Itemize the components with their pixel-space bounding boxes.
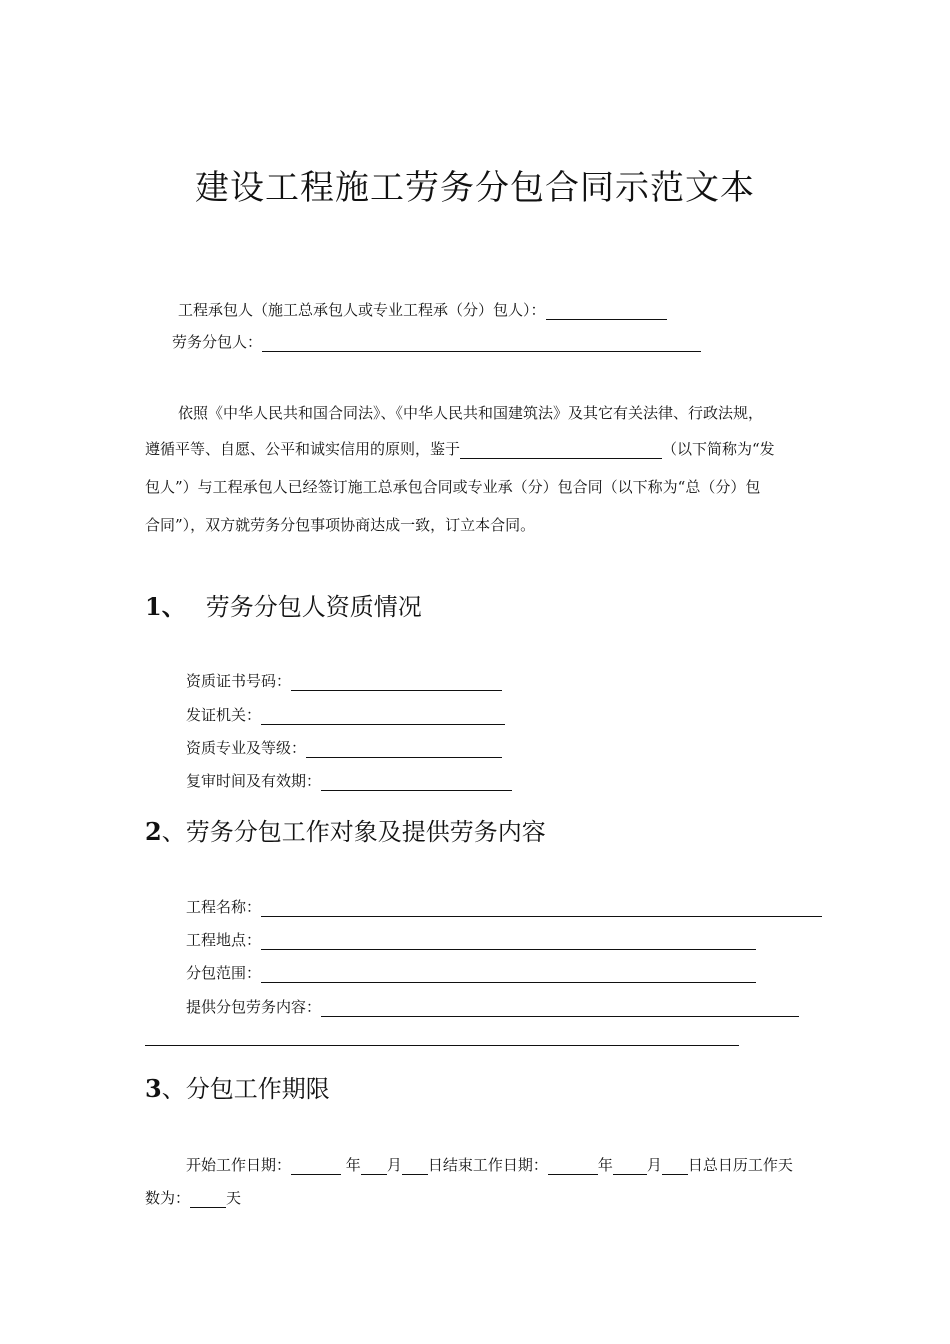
year-label: 年 — [345, 1156, 361, 1174]
preamble-line-2-b: （以下简称为“发 — [662, 440, 775, 458]
end-day-blank[interactable] — [662, 1156, 688, 1175]
project-name-field — [186, 897, 822, 917]
year-label-2: 年 — [597, 1156, 613, 1174]
field-blank[interactable] — [261, 931, 756, 950]
start-month-blank[interactable] — [361, 1156, 387, 1175]
end-month-blank[interactable] — [613, 1156, 647, 1175]
days-label: 数为： — [145, 1189, 191, 1207]
work-period-line-2 — [145, 1188, 241, 1208]
section-2-heading — [145, 817, 546, 847]
end-year-blank[interactable] — [548, 1156, 598, 1175]
section-3-heading — [145, 1074, 330, 1104]
qualification-cert-field — [186, 671, 502, 691]
preamble-line-4: 合同”），双方就劳务分包事项协商达成一致，订立本合同。 — [145, 516, 536, 534]
section-2-number: 2 — [145, 817, 162, 846]
field-blank[interactable] — [291, 672, 502, 691]
total-days-label: 日总日历工作天 — [687, 1156, 793, 1174]
preamble-line-2 — [145, 438, 775, 459]
month-label: 月 — [386, 1156, 402, 1174]
field-label: 工程名称： — [186, 898, 262, 916]
contractor-line — [178, 300, 667, 320]
employer-blank[interactable] — [460, 440, 662, 459]
labor-content-continuation-line[interactable] — [145, 1045, 739, 1046]
qualification-grade-field — [186, 738, 502, 758]
field-label: 复审时间及有效期： — [186, 772, 322, 790]
days-blank[interactable] — [190, 1189, 226, 1208]
project-location-field — [186, 930, 756, 950]
preamble-line-3: 包人”）与工程承包人已经签订施工总承包合同或专业承（分）包合同（以下称为“总（分）包 — [145, 478, 761, 496]
preamble-line-2-a: 遵循平等、自愿、公平和诚实信用的原则，鉴于 — [145, 440, 461, 458]
month-label-2: 月 — [646, 1156, 662, 1174]
field-blank[interactable] — [306, 739, 502, 758]
start-year-blank[interactable] — [291, 1156, 341, 1175]
field-blank[interactable] — [321, 998, 799, 1017]
issuing-authority-field — [186, 705, 505, 725]
field-label: 工程地点： — [186, 931, 262, 949]
labor-content-field — [186, 997, 799, 1017]
review-validity-field — [186, 771, 512, 791]
field-blank[interactable] — [321, 772, 512, 791]
field-blank[interactable] — [261, 898, 822, 917]
contractor-blank[interactable] — [546, 301, 667, 320]
days-unit: 天 — [226, 1189, 242, 1207]
section-3-number: 3 — [145, 1074, 162, 1103]
document-title: 建设工程施工劳务分包合同示范文本 — [195, 168, 755, 208]
start-date-label: 开始工作日期： — [186, 1156, 292, 1174]
subcontractor-line — [172, 332, 701, 352]
field-label: 资质专业及等级： — [186, 739, 307, 757]
start-day-blank[interactable] — [402, 1156, 428, 1175]
preamble-line-1: 依照《中华人民共和国合同法》、《中华人民共和国建筑法》及其它有关法律、行政法规， — [178, 404, 764, 422]
field-blank[interactable] — [261, 706, 505, 725]
subcontract-scope-field — [186, 963, 756, 983]
work-period-line-1 — [186, 1155, 793, 1175]
section-1-title: 劳务分包人资质情况 — [205, 593, 422, 621]
field-label: 发证机关： — [186, 706, 262, 724]
field-label: 分包范围： — [186, 964, 262, 982]
subcontractor-blank[interactable] — [262, 333, 701, 352]
field-blank[interactable] — [261, 964, 756, 983]
field-label: 提供分包劳务内容： — [186, 998, 322, 1016]
section-1-heading — [145, 592, 422, 622]
section-3-title: 、分包工作期限 — [161, 1075, 330, 1103]
end-date-label: 日结束工作日期： — [427, 1156, 548, 1174]
preamble-paragraph — [145, 402, 835, 542]
section-2-title: 、劳务分包工作对象及提供劳务内容 — [161, 818, 546, 846]
contractor-label: 工程承包人（施工总承包人或专业工程承（分）包人）： — [178, 301, 546, 319]
section-1-number: 1、 — [145, 592, 186, 621]
field-label: 资质证书号码： — [186, 672, 292, 690]
subcontractor-label: 劳务分包人： — [172, 333, 263, 351]
